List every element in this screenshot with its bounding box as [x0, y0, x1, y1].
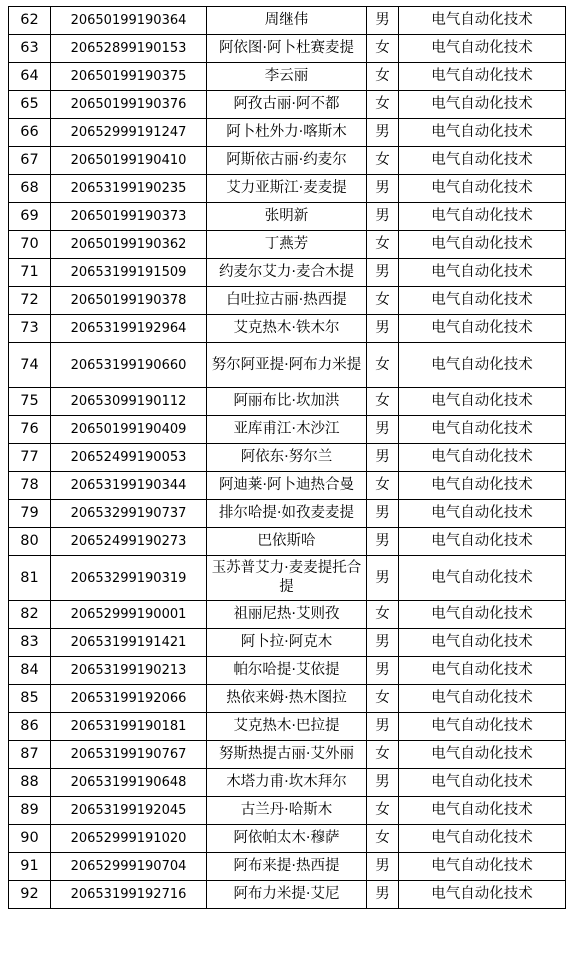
gender-cell: 男 — [367, 629, 399, 657]
row-number-cell: 92 — [9, 881, 51, 909]
major-cell: 电气自动化技术 — [399, 629, 566, 657]
student-id-cell: 20650199190375 — [51, 63, 207, 91]
table-row — [9, 825, 566, 853]
table-row — [9, 231, 566, 259]
major-cell: 电气自动化技术 — [399, 556, 566, 601]
gender-cell: 男 — [367, 175, 399, 203]
major-cell: 电气自动化技术 — [399, 825, 566, 853]
student-name-cell: 阿卜拉·阿克木 — [207, 629, 367, 657]
gender-cell: 女 — [367, 287, 399, 315]
student-name-cell: 阿布力米提·艾尼 — [207, 881, 367, 909]
student-id-cell: 20653199190181 — [51, 713, 207, 741]
gender-cell: 男 — [367, 657, 399, 685]
major-cell: 电气自动化技术 — [399, 35, 566, 63]
student-name-cell: 丁燕芳 — [207, 231, 367, 259]
student-name-cell: 白吐拉古丽·热西提 — [207, 287, 367, 315]
gender-cell: 女 — [367, 91, 399, 119]
student-name-cell: 祖丽尼热·艾则孜 — [207, 601, 367, 629]
major-cell: 电气自动化技术 — [399, 175, 566, 203]
student-id-cell: 20653199192964 — [51, 315, 207, 343]
student-id-cell: 20653199190648 — [51, 769, 207, 797]
row-number-cell: 69 — [9, 203, 51, 231]
row-number-cell: 91 — [9, 853, 51, 881]
student-id-cell: 20653199190344 — [51, 472, 207, 500]
student-id-cell: 20653099190112 — [51, 388, 207, 416]
table-row — [9, 416, 566, 444]
major-cell: 电气自动化技术 — [399, 769, 566, 797]
table-row — [9, 769, 566, 797]
gender-cell: 男 — [367, 7, 399, 35]
major-cell: 电气自动化技术 — [399, 528, 566, 556]
row-number-cell: 71 — [9, 259, 51, 287]
student-id-cell: 20650199190364 — [51, 7, 207, 35]
gender-cell: 男 — [367, 556, 399, 601]
table-row — [9, 657, 566, 685]
row-number-cell: 80 — [9, 528, 51, 556]
row-number-cell: 77 — [9, 444, 51, 472]
gender-cell: 男 — [367, 315, 399, 343]
major-cell: 电气自动化技术 — [399, 713, 566, 741]
row-number-cell: 86 — [9, 713, 51, 741]
major-cell: 电气自动化技术 — [399, 500, 566, 528]
table-row — [9, 91, 566, 119]
row-number-cell: 84 — [9, 657, 51, 685]
student-name-cell: 阿依图·阿卜杜赛麦提 — [207, 35, 367, 63]
student-name-cell: 阿孜古丽·阿不都 — [207, 91, 367, 119]
student-name-cell: 帕尔哈提·艾依提 — [207, 657, 367, 685]
major-cell: 电气自动化技术 — [399, 147, 566, 175]
major-cell: 电气自动化技术 — [399, 7, 566, 35]
student-id-cell: 20653199190767 — [51, 741, 207, 769]
row-number-cell: 66 — [9, 119, 51, 147]
table-row — [9, 259, 566, 287]
gender-cell: 男 — [367, 119, 399, 147]
major-cell: 电气自动化技术 — [399, 472, 566, 500]
gender-cell: 女 — [367, 35, 399, 63]
row-number-cell: 81 — [9, 556, 51, 601]
table-row — [9, 713, 566, 741]
student-id-cell: 20652999190704 — [51, 853, 207, 881]
student-name-cell: 热依来姆·热木图拉 — [207, 685, 367, 713]
student-name-cell: 排尔哈提·如孜麦麦提 — [207, 500, 367, 528]
major-cell: 电气自动化技术 — [399, 741, 566, 769]
table-row — [9, 685, 566, 713]
gender-cell: 女 — [367, 825, 399, 853]
table-row — [9, 556, 566, 601]
student-id-cell: 20653299190319 — [51, 556, 207, 601]
table-row — [9, 741, 566, 769]
gender-cell: 女 — [367, 797, 399, 825]
row-number-cell: 85 — [9, 685, 51, 713]
student-name-cell: 阿依东·努尔兰 — [207, 444, 367, 472]
major-cell: 电气自动化技术 — [399, 657, 566, 685]
student-roster-table — [8, 6, 566, 909]
major-cell: 电气自动化技术 — [399, 853, 566, 881]
row-number-cell: 74 — [9, 343, 51, 388]
row-number-cell: 73 — [9, 315, 51, 343]
student-id-cell: 20652999191247 — [51, 119, 207, 147]
table-row — [9, 797, 566, 825]
table-row — [9, 853, 566, 881]
gender-cell: 男 — [367, 881, 399, 909]
row-number-cell: 67 — [9, 147, 51, 175]
table-row — [9, 444, 566, 472]
student-name-cell: 阿迪莱·阿卜迪热合曼 — [207, 472, 367, 500]
table-row — [9, 629, 566, 657]
gender-cell: 女 — [367, 741, 399, 769]
student-name-cell: 阿卜杜外力·喀斯木 — [207, 119, 367, 147]
major-cell: 电气自动化技术 — [399, 881, 566, 909]
major-cell: 电气自动化技术 — [399, 287, 566, 315]
student-id-cell: 20652499190273 — [51, 528, 207, 556]
major-cell: 电气自动化技术 — [399, 315, 566, 343]
student-name-cell: 阿布来提·热西提 — [207, 853, 367, 881]
major-cell: 电气自动化技术 — [399, 91, 566, 119]
gender-cell: 男 — [367, 416, 399, 444]
table-row — [9, 147, 566, 175]
student-name-cell: 艾克热木·铁木尔 — [207, 315, 367, 343]
table-row — [9, 315, 566, 343]
row-number-cell: 65 — [9, 91, 51, 119]
row-number-cell: 62 — [9, 7, 51, 35]
gender-cell: 女 — [367, 601, 399, 629]
roster-body — [9, 7, 566, 909]
table-row — [9, 472, 566, 500]
student-id-cell: 20653199191421 — [51, 629, 207, 657]
gender-cell: 女 — [367, 231, 399, 259]
student-name-cell: 艾力亚斯江·麦麦提 — [207, 175, 367, 203]
student-name-cell: 艾克热木·巴拉提 — [207, 713, 367, 741]
student-name-cell: 阿依帕太木·穆萨 — [207, 825, 367, 853]
student-name-cell: 木塔力甫·坎木拜尔 — [207, 769, 367, 797]
table-row — [9, 881, 566, 909]
student-name-cell: 李云丽 — [207, 63, 367, 91]
row-number-cell: 68 — [9, 175, 51, 203]
table-row — [9, 63, 566, 91]
student-id-cell: 20650199190376 — [51, 91, 207, 119]
gender-cell: 男 — [367, 853, 399, 881]
major-cell: 电气自动化技术 — [399, 259, 566, 287]
student-id-cell: 20652999191020 — [51, 825, 207, 853]
student-id-cell: 20650199190373 — [51, 203, 207, 231]
gender-cell: 男 — [367, 769, 399, 797]
major-cell: 电气自动化技术 — [399, 231, 566, 259]
table-row — [9, 7, 566, 35]
student-name-cell: 亚库甫江·木沙江 — [207, 416, 367, 444]
gender-cell: 女 — [367, 685, 399, 713]
table-row — [9, 500, 566, 528]
gender-cell: 男 — [367, 259, 399, 287]
student-name-cell: 努尔阿亚提·阿布力米提 — [207, 343, 367, 388]
row-number-cell: 90 — [9, 825, 51, 853]
gender-cell: 女 — [367, 343, 399, 388]
student-name-cell: 努斯热提古丽·艾外丽 — [207, 741, 367, 769]
student-id-cell: 20653199190235 — [51, 175, 207, 203]
row-number-cell: 70 — [9, 231, 51, 259]
row-number-cell: 88 — [9, 769, 51, 797]
major-cell: 电气自动化技术 — [399, 416, 566, 444]
row-number-cell: 83 — [9, 629, 51, 657]
row-number-cell: 64 — [9, 63, 51, 91]
major-cell: 电气自动化技术 — [399, 601, 566, 629]
student-id-cell: 20652899190153 — [51, 35, 207, 63]
student-name-cell: 张明新 — [207, 203, 367, 231]
student-name-cell: 阿斯依古丽·约麦尔 — [207, 147, 367, 175]
major-cell: 电气自动化技术 — [399, 119, 566, 147]
gender-cell: 男 — [367, 713, 399, 741]
student-name-cell: 阿丽布比·坎加洪 — [207, 388, 367, 416]
gender-cell: 女 — [367, 388, 399, 416]
gender-cell: 女 — [367, 472, 399, 500]
row-number-cell: 63 — [9, 35, 51, 63]
student-id-cell: 20653199191509 — [51, 259, 207, 287]
table-row — [9, 203, 566, 231]
student-id-cell: 20653199192066 — [51, 685, 207, 713]
student-id-cell: 20652499190053 — [51, 444, 207, 472]
row-number-cell: 79 — [9, 500, 51, 528]
row-number-cell: 78 — [9, 472, 51, 500]
major-cell: 电气自动化技术 — [399, 797, 566, 825]
major-cell: 电气自动化技术 — [399, 685, 566, 713]
gender-cell: 女 — [367, 63, 399, 91]
student-id-cell: 20650199190362 — [51, 231, 207, 259]
gender-cell: 男 — [367, 444, 399, 472]
student-name-cell: 玉苏普艾力·麦麦提托合提 — [207, 556, 367, 601]
table-row — [9, 175, 566, 203]
gender-cell: 男 — [367, 528, 399, 556]
student-name-cell: 约麦尔艾力·麦合木提 — [207, 259, 367, 287]
student-name-cell: 周继伟 — [207, 7, 367, 35]
row-number-cell: 89 — [9, 797, 51, 825]
table-row — [9, 601, 566, 629]
row-number-cell: 75 — [9, 388, 51, 416]
table-row — [9, 119, 566, 147]
student-id-cell: 20650199190409 — [51, 416, 207, 444]
table-row — [9, 343, 566, 388]
row-number-cell: 87 — [9, 741, 51, 769]
gender-cell: 男 — [367, 500, 399, 528]
student-name-cell: 巴依斯哈 — [207, 528, 367, 556]
major-cell: 电气自动化技术 — [399, 63, 566, 91]
student-id-cell: 20650199190410 — [51, 147, 207, 175]
table-row — [9, 287, 566, 315]
gender-cell: 男 — [367, 203, 399, 231]
row-number-cell: 72 — [9, 287, 51, 315]
student-id-cell: 20653199192045 — [51, 797, 207, 825]
gender-cell: 女 — [367, 147, 399, 175]
student-id-cell: 20653199192716 — [51, 881, 207, 909]
student-id-cell: 20650199190378 — [51, 287, 207, 315]
major-cell: 电气自动化技术 — [399, 444, 566, 472]
student-name-cell: 古兰丹·哈斯木 — [207, 797, 367, 825]
student-id-cell: 20653199190213 — [51, 657, 207, 685]
student-id-cell: 20652999190001 — [51, 601, 207, 629]
table-row — [9, 35, 566, 63]
major-cell: 电气自动化技术 — [399, 388, 566, 416]
student-id-cell: 20653199190660 — [51, 343, 207, 388]
major-cell: 电气自动化技术 — [399, 203, 566, 231]
student-id-cell: 20653299190737 — [51, 500, 207, 528]
table-row — [9, 528, 566, 556]
row-number-cell: 82 — [9, 601, 51, 629]
table-row — [9, 388, 566, 416]
major-cell: 电气自动化技术 — [399, 343, 566, 388]
row-number-cell: 76 — [9, 416, 51, 444]
